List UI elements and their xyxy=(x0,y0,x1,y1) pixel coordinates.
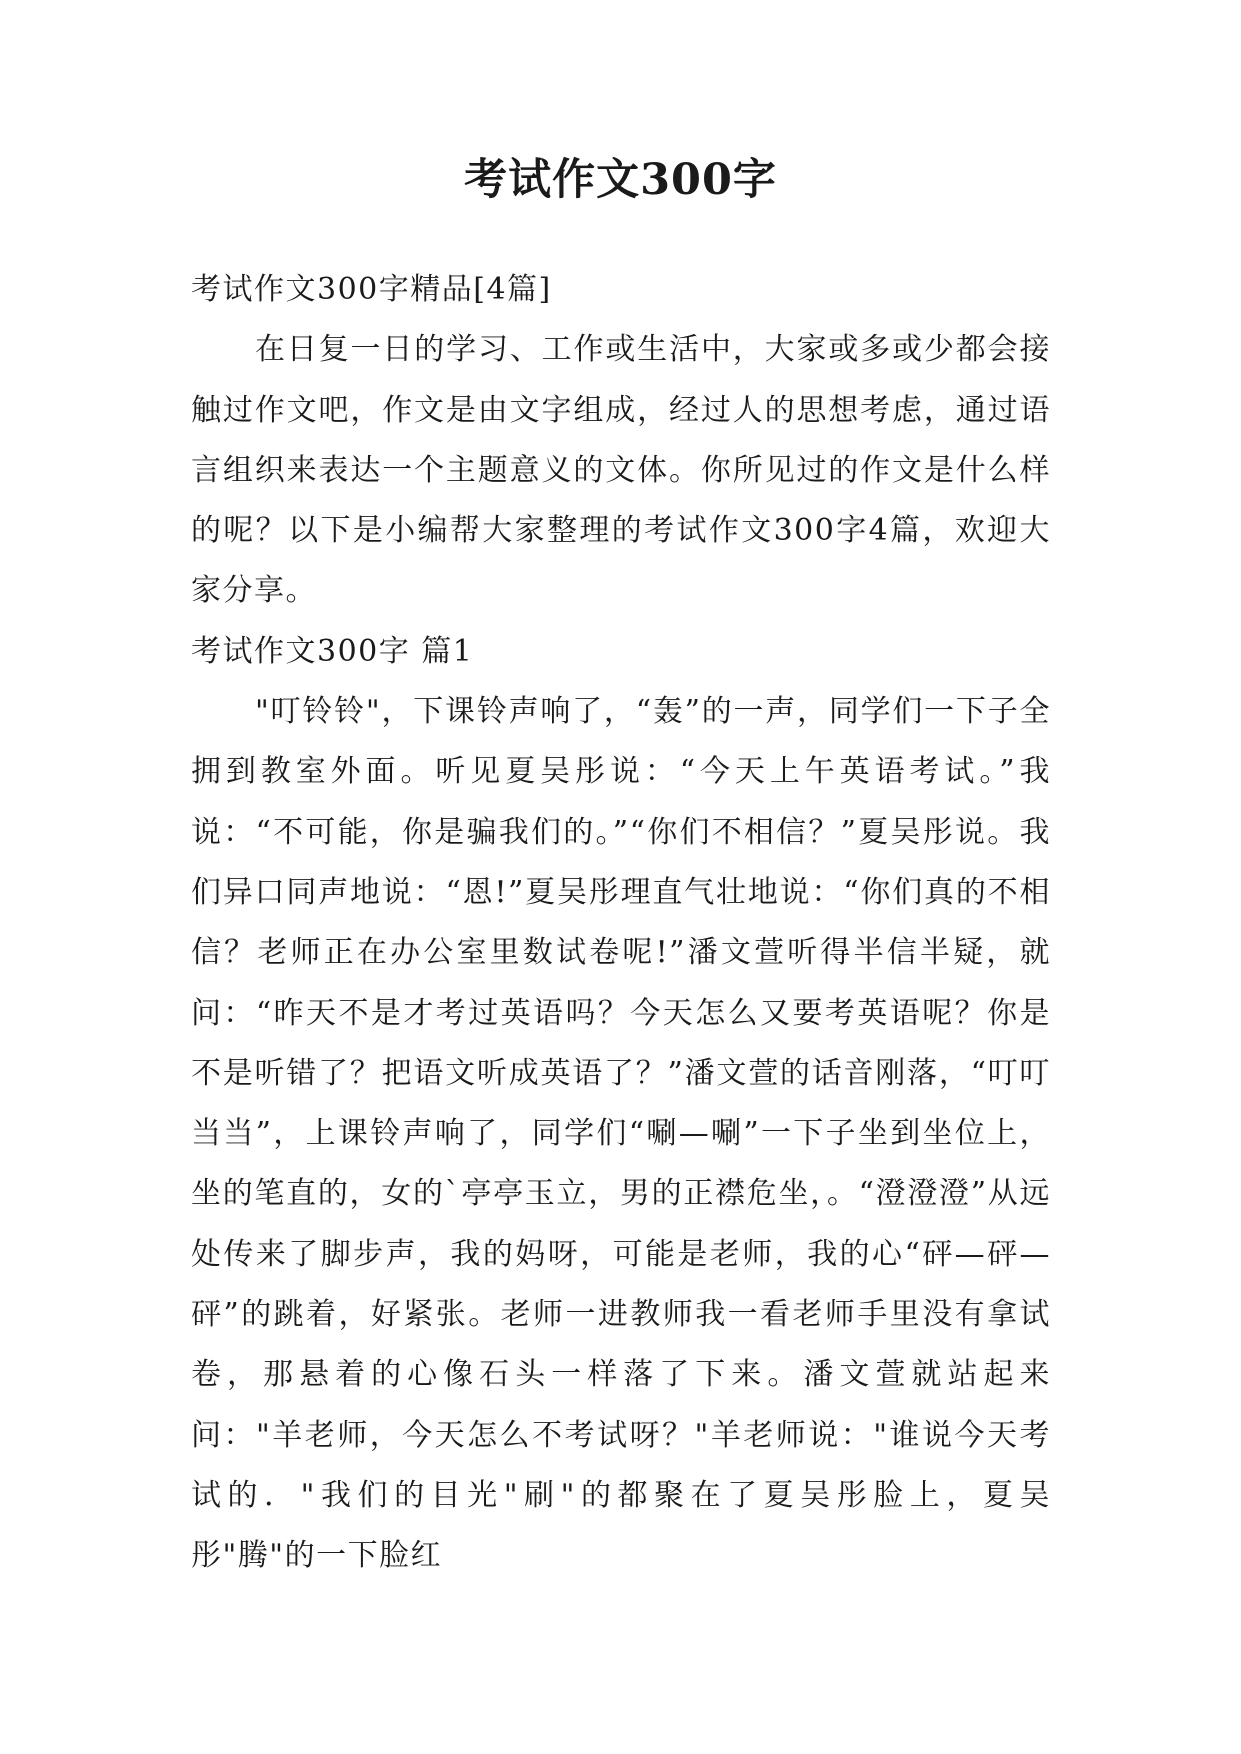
section-heading: 考试作文300字 篇1 xyxy=(191,633,474,669)
document-body xyxy=(191,260,1051,1587)
document-title: 考试作文300字 xyxy=(464,155,777,205)
subtitle-heading: 考试作文300字精品[4篇] xyxy=(191,272,552,307)
intro-paragraph: 在日复一日的学习、工作或生活中，大家或多或少都会接触过作文吧，作文是由文字组成，经过人的思想考虑，通过语言组织来表达一个主题意义的文体。你所见过的作文是什么样的呢？以下是小编帮大家整理的考试作文300字4篇，欢迎大家分享。 xyxy=(191,332,1051,609)
essay-paragraph: "叮铃铃"，下课铃声响了，“轰”的一声，同学们一下子全拥到教室外面。听见夏吴彤说：“今天上午英语考试。”我说：“不可能，你是骗我们的。”“你们不相信？”夏吴彤说。我们异口同声地说：“恩!”夏吴彤理直气壮地说：“你们真的不相信？老师正在办公室里数试卷呢!”潘文萱听得半信半疑，就问：“昨天不是才考过英语吗？今天怎么又要考英语呢？你是不是听错了？把语文听成英语了？”潘文萱的话音刚落，“叮叮当当”，上课铃声响了，同学们“唰—唰”一下子坐到坐位上，坐的笔直的，女的`亭亭玉立，男的正襟危坐，。“澄澄澄”从远处传来了脚步声，我的妈呀，可能是老师，我的心“砰—砰—砰”的跳着，好紧张。老师一进教师我一看老师手里没有拿试卷，那悬着的心像石头一样落了下来。潘文萱就站起来问："羊老师，今天怎么不考试呀？"羊老师说："谁说今天考试的．"我们的目光"刷"的都聚在了夏吴彤脸上，夏吴彤"腾"的一下脸红 xyxy=(191,694,1051,1574)
